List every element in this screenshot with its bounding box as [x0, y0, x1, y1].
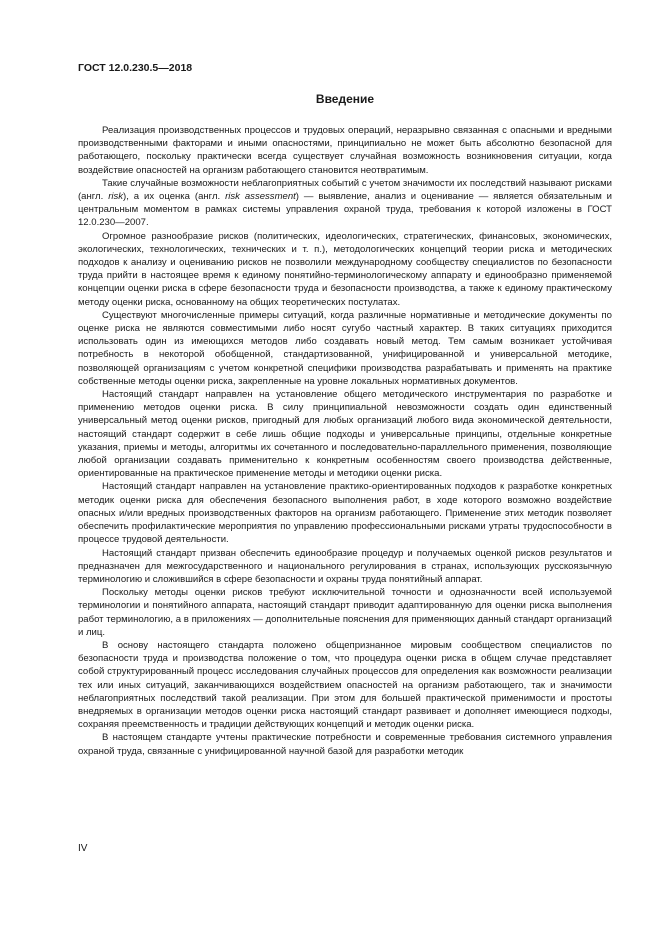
paragraph-2: Такие случайные возможности неблагоприятных событий с учетом значимости их последствий называют рисками (англ. risk), а их оценка (англ. risk assessment) — выявление, анализ и оценивание — является обязательным и центральным моментом в рамках системы управления охраной труда, требования к которой изложены в ГОСТ 12.0.230—2007.	[78, 177, 613, 229]
page-number: IV	[78, 843, 88, 854]
paragraph-7: Настоящий стандарт призван обеспечить единообразие процедур и получаемых оценкой рисков результатов и предназначен для межгосударственного и национального регулирования в странах, использующих русскоязычную терминологию и сложившийся в сфере безопасности и охраны труда понятийный аппарат.	[78, 547, 612, 585]
section-title: Введение	[315, 92, 375, 106]
paragraph-10: В настоящем стандарте учтены практические потребности и современные требования системного управления охраной труда, связанные с унифицированной научной базой для разработки методик	[78, 732, 612, 757]
term-risk: risk	[108, 191, 124, 203]
term-risk-assessment: risk assessment	[225, 191, 296, 203]
paragraph-5: Настоящий стандарт направлен на установление общего методического инструментария по разработке и применению методов оценки риска. В силу принципиальной невозможности создать один единственный универсальный метод оценки рисков, пригодный для любых организаций любого вида экономической деятельности, настоящий стандарт содержит в себе лишь общие подходы и универсальные принципы, отдельные конкретные указания, приемы и методы, алгоритмы их сочетанного и последовательно-параллельного применения, позволяющие любой организации создавать применительно к конкретным особенностям своего производства действенные, ориентированные на практическое применение методы и методики оценки риска.	[78, 389, 612, 480]
paragraph-9: В основу настоящего стандарта положено общепризнанное мировым сообществом специалистов по безопасности труда и производства положение о том, что процедура оценки риска в общем случае представляет собой структурированный процесс исследования случайных процессов для определения как возможности реализации тех или иных ситуаций, заканчивающихся воздействием опасностей на организм работающего, так и значимости неблагоприятных последствий такой реализации. При этом для большей практической применимости и простоты внедряемых в организации методов оценки риска настоящий стандарт развивает и дополняет имеющиеся подходы, сохраняя преемственность и традиции действующих концепций и методик оценки риска.	[78, 639, 612, 731]
standard-code: ГОСТ 12.0.230.5—2018	[78, 62, 193, 74]
body-text	[78, 124, 612, 758]
paragraph-3: Огромное разнообразие рисков (политических, идеологических, стратегических, финансовых, экономических, экологических, технологических, технических и т. п.), методологических концепций теории риска и методических подходов к анализу и оцениванию рисков не позволили международному сообществу специалистов по безопасности труда прийти в настоящее время к единому понятийно-терминологическому аппарату и единообразно применяемой концепции оценки риска в сфере безопасности труда и безопасности производства, а также к единому практическому методу оценки риска, основанному на общих теоретических постулатах.	[78, 230, 612, 308]
paragraph-6: Настоящий стандарт направлен на установление практико-ориентированных подходов к разработке конкретных методик оценки риска для обеспечения безопасного выполнения работ, в ходе которого возможно воздействие опасных и/или вредных производственных факторов на организм работающего. Применение этих методик позволяет обеспечить профилактические мероприятия по управлению профессиональными рисками утраты трудоспособности в процессе трудовой деятельности.	[78, 481, 612, 546]
paragraph-8: Поскольку методы оценки рисков требуют исключительной точности и однозначности всей используемой терминологии и понятийного аппарата, настоящий стандарт приводит адаптированную для оценки риска выполнения работ терминологию, а в приложениях — дополнительные пояснения для применяющих данный стандарт организаций и лиц.	[78, 587, 612, 638]
paragraph-1: Реализация производственных процессов и трудовых операций, неразрывно связанная с опасными и вредными производственными факторами и иными опасностями, принципиально не может быть абсолютно безопасной для работающего, поскольку практически всегда существует случайная возможность возникновения ситуации, когда воздействие опасностей на организм работающего становится неотвратимым.	[78, 125, 612, 176]
paragraph-4: Существуют многочисленные примеры ситуаций, когда различные нормативные и методические документы по оценке риска не являются совместимыми либо носят сугубо частный характер. В таких ситуациях приходится использовать один из имеющихся методов либо создавать новый метод. Тем самым возникает устойчивая потребность в некоторой обобщенной, стандартизованной, унифицированной и универсальной методике, позволяющей организациям с учетом конкретной специфики производства разрабатывать и применять на практике собственные методы оценки риска, закрепленные на уровне локальных нормативных документов.	[78, 309, 612, 387]
